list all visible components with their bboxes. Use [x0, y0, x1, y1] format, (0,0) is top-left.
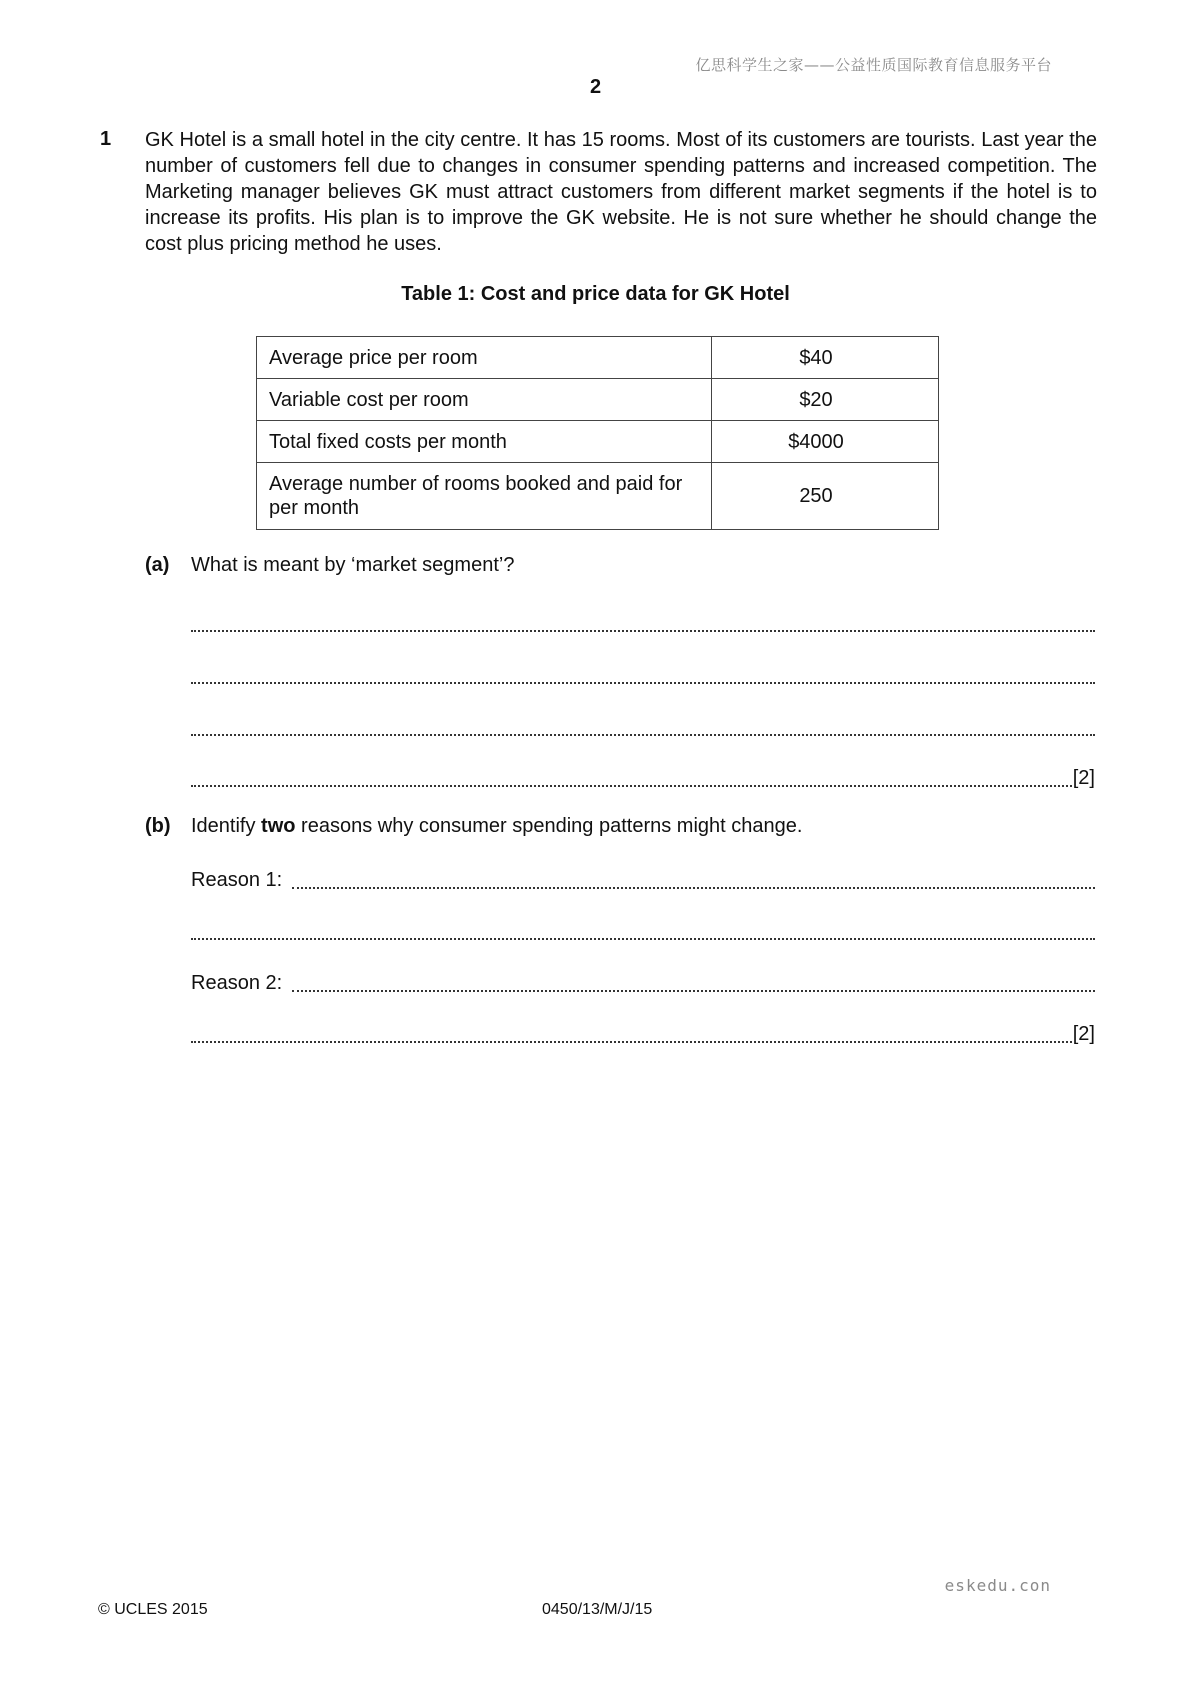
- table-title: Table 1: Cost and price data for GK Hotel: [401, 283, 790, 305]
- table-row: [257, 463, 939, 530]
- table-cell-label: Total fixed costs per month: [257, 421, 712, 463]
- part-a-question: What is meant by ‘market segment’?: [191, 554, 515, 576]
- table-cell-label: Average price per room: [257, 337, 712, 379]
- part-b-text-after: reasons why consumer spending patterns might change.: [295, 815, 803, 837]
- question-number: 1: [100, 128, 112, 150]
- part-b-label: (b): [145, 815, 171, 837]
- answer-line-b4[interactable]: [191, 1021, 1095, 1047]
- answer-line-a4[interactable]: [191, 765, 1095, 791]
- part-b-text-bold: two: [261, 815, 296, 837]
- answer-line-a2[interactable]: [191, 662, 1095, 688]
- table-cell-label: Average number of rooms booked and paid for per month: [257, 463, 712, 530]
- table-row: [257, 379, 939, 421]
- reason1-label: Reason 1:: [191, 869, 283, 891]
- table-cell-value: $40: [712, 337, 939, 379]
- table-row: [257, 421, 939, 463]
- part-a-label: (a): [145, 554, 170, 576]
- answer-line-reason2[interactable]: [191, 970, 1095, 996]
- answer-line-a3[interactable]: [191, 714, 1095, 740]
- table-cell-label: Variable cost per room: [257, 379, 712, 421]
- reason2-label: Reason 2:: [191, 972, 283, 994]
- table-cell-value: $4000: [712, 421, 939, 463]
- part-b-marks: [2]: [1072, 1023, 1095, 1045]
- footer-code: 0450/13/M/J/15: [542, 1601, 653, 1618]
- page-number: 2: [589, 76, 602, 98]
- answer-line-a1[interactable]: [191, 610, 1095, 636]
- table-cell-value: $20: [712, 379, 939, 421]
- part-b-question: [191, 815, 802, 838]
- question-intro: GK Hotel is a small hotel in the city centre. It has 15 rooms. Most of its customers are tourists. Last year the number of customers fell due to changes in consumer spending patterns and increased competition. The Marketing manager believes GK must attract customers from different market segments if the hotel is to increase its profits. His plan is to improve the GK website. He is not sure whether he should change the cost plus pricing method he uses.: [145, 129, 1097, 255]
- answer-line-b2[interactable]: [191, 918, 1095, 944]
- footer-copyright: © UCLES 2015: [98, 1601, 208, 1618]
- cost-price-table: [256, 336, 939, 530]
- part-a-marks: [2]: [1072, 767, 1095, 789]
- watermark-top: 亿思科学生之家——公益性质国际教育信息服务平台: [695, 56, 1052, 74]
- watermark-bottom: eskedu.con: [944, 1576, 1051, 1595]
- table-cell-value: 250: [712, 463, 939, 530]
- table-row: [257, 337, 939, 379]
- part-b-text-before: Identify: [191, 815, 262, 837]
- answer-line-reason1[interactable]: [191, 867, 1095, 893]
